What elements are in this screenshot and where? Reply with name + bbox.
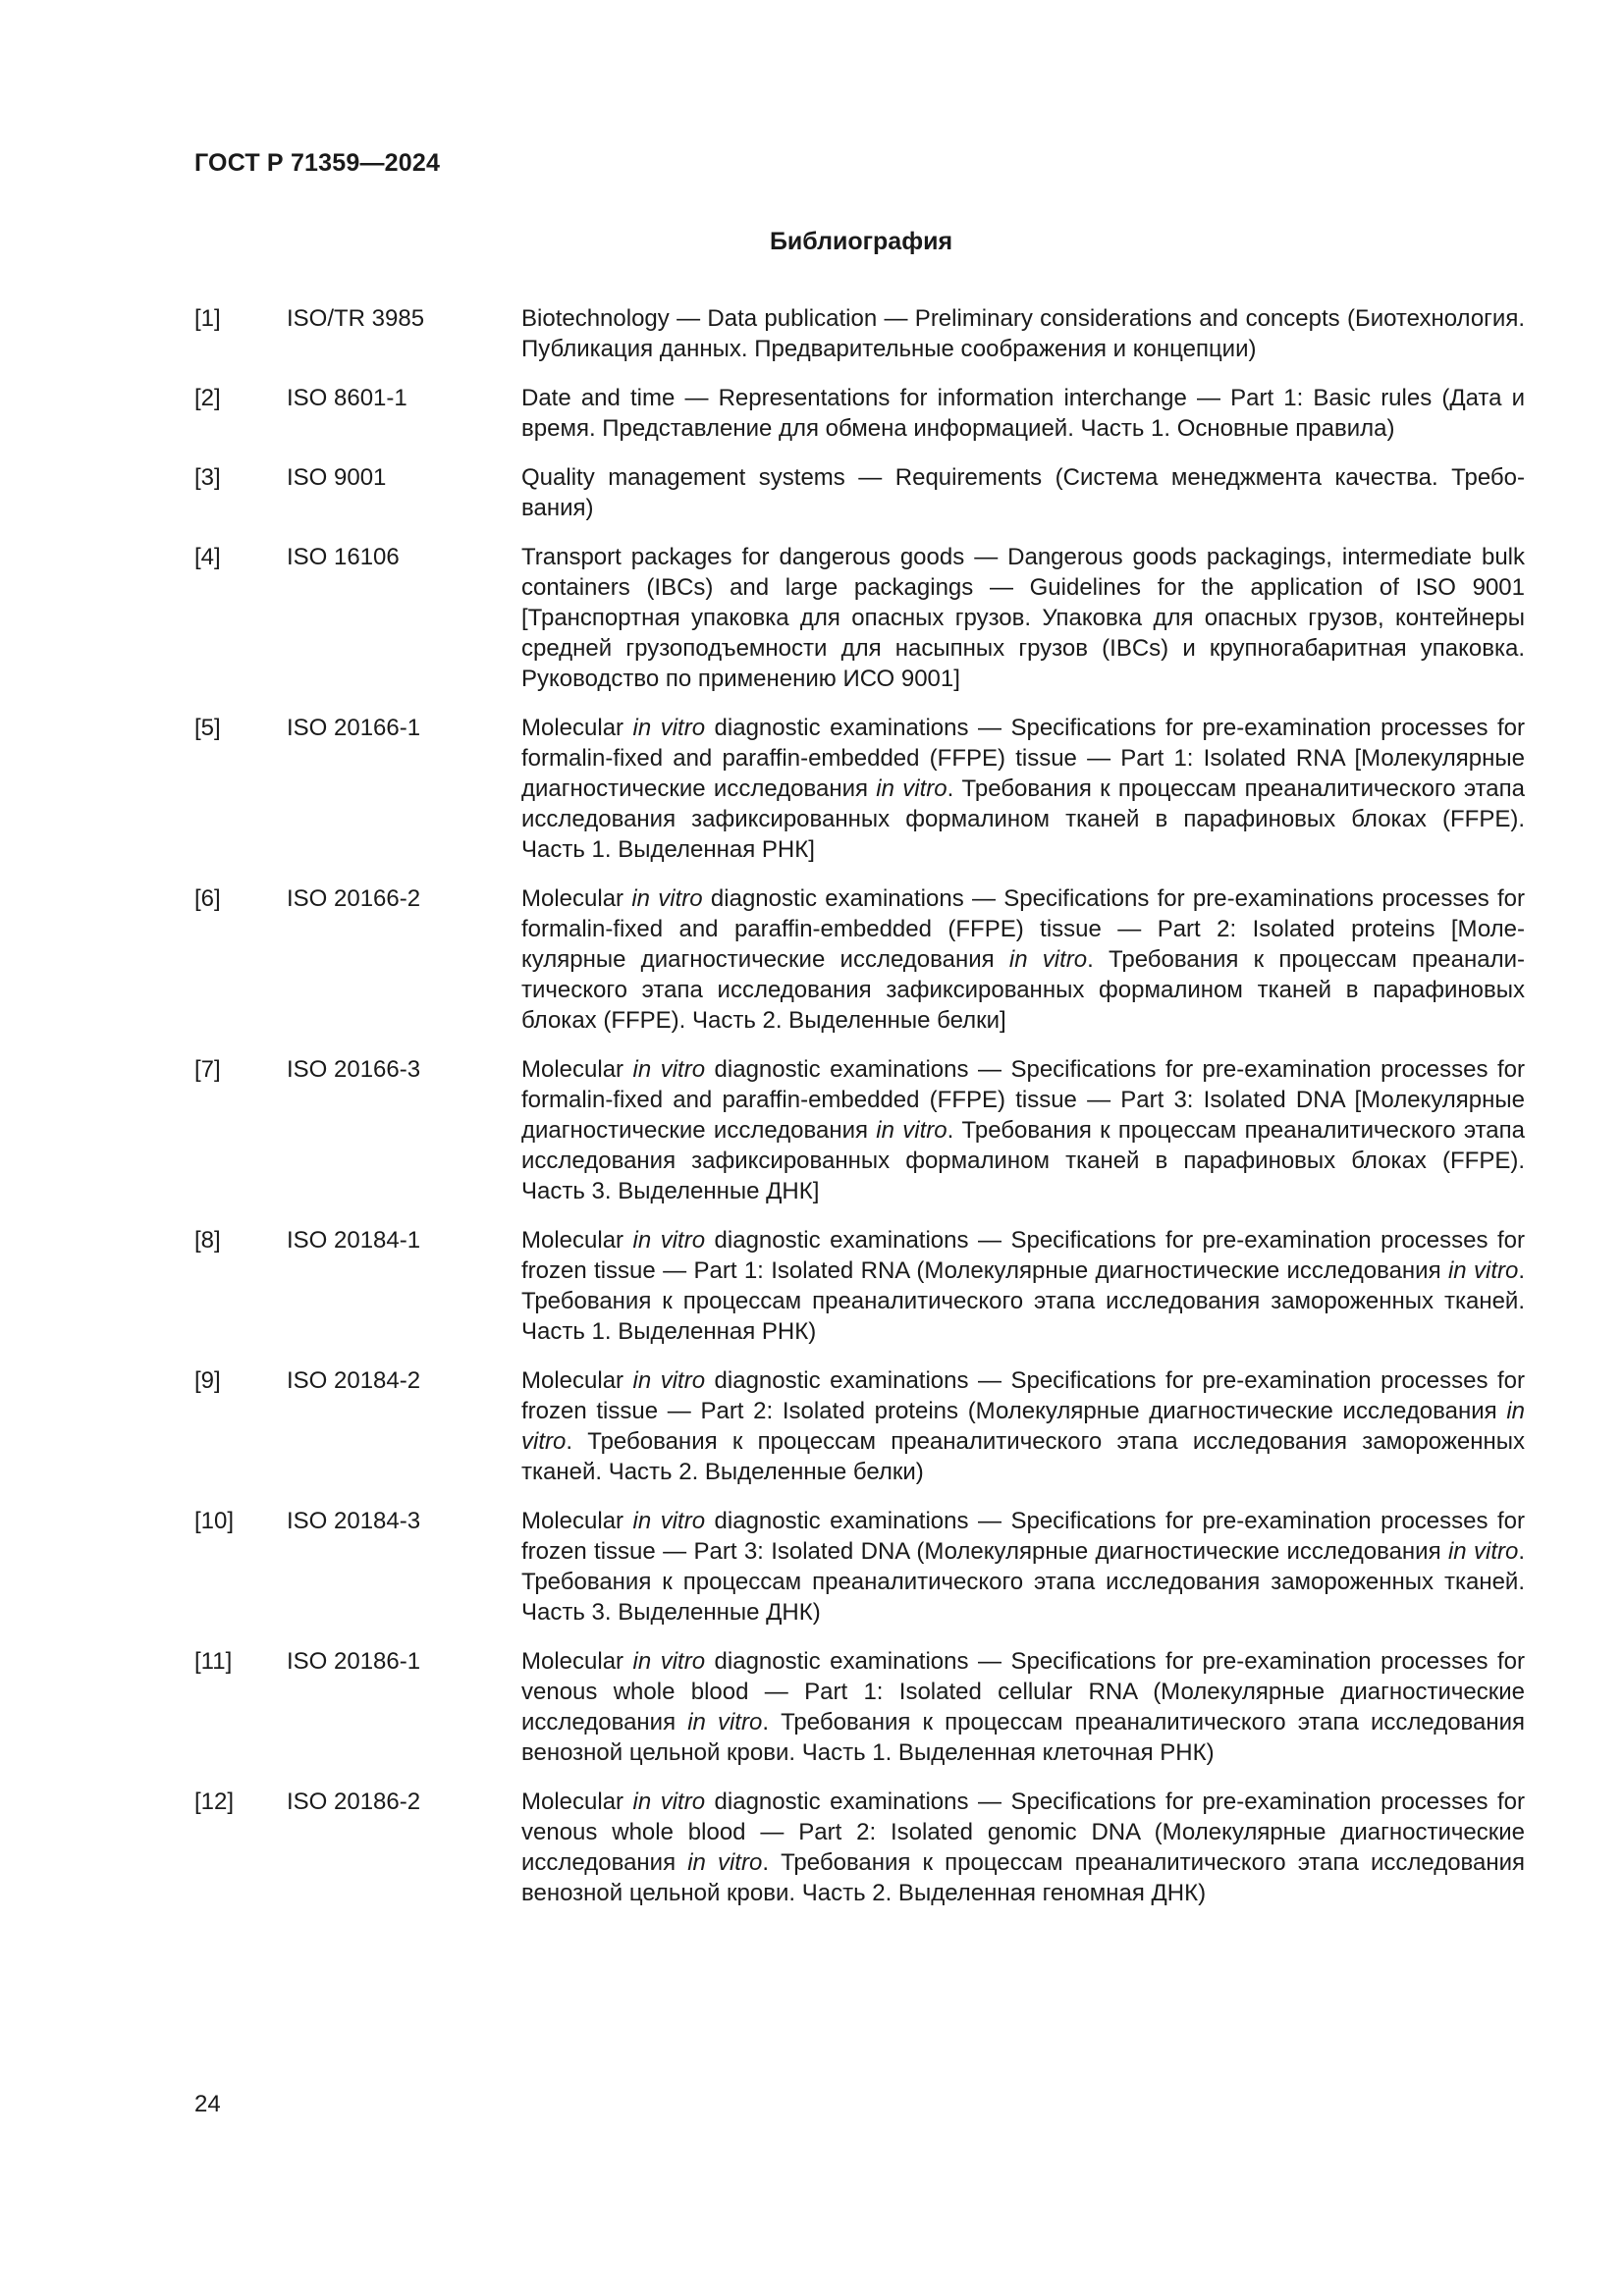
title-segment: diagnostic examinations — Specifications for pre-examination processes for venous whole blood — Part 2: Isolated genomic DNA (Молекулярные диагностические исследования [521, 1789, 1525, 1876]
title-segment: Quality management systems — Requirements (Система менеджмента качества. Требования) [521, 464, 1525, 521]
italic-term: in vitro [521, 1398, 1525, 1455]
entry-standard-code: ISO 16106 [287, 544, 400, 570]
entry-number: [6] [194, 885, 221, 912]
title-segment: . Требования к процессам преаналитического этапа исследования венозной цельной крови. Часть 1. Выделенная клеточная РНК) [521, 1709, 1526, 1766]
bibliography-entry [194, 713, 1525, 865]
entry-number: [10] [194, 1508, 235, 1534]
section-title: Библиография [769, 228, 953, 255]
entry-number: [2] [194, 385, 221, 411]
italic-term: in vitro [632, 715, 706, 741]
italic-term: in vitro [632, 1227, 706, 1254]
bibliography-entry [194, 1365, 1525, 1487]
entry-title [521, 462, 1525, 523]
italic-term: in vitro [632, 1367, 706, 1394]
title-segment: Molecular [521, 885, 632, 912]
italic-term: in vitro [632, 1789, 706, 1815]
title-segment: . Требования к процессам преаналитического этапа исследования замороженных тканей. Часть 2. Выделенные белки) [521, 1428, 1525, 1485]
entry-title [521, 1225, 1525, 1347]
title-segment: diagnostic examinations — Specifications for pre-examination processes for frozen tissue — Part 1: Isolated RNA (Молекулярные диагностические исследования [521, 1227, 1525, 1284]
title-segment: Molecular [521, 1789, 633, 1815]
entry-standard-code: ISO 20166-2 [287, 885, 421, 912]
entry-title [521, 713, 1525, 865]
entry-number: [9] [194, 1367, 221, 1394]
entry-number: [11] [194, 1648, 233, 1675]
italic-term: in vitro [1447, 1538, 1519, 1565]
entry-title [521, 383, 1525, 444]
entry-standard-code: ISO 20184-1 [287, 1227, 421, 1254]
title-segment: Molecular [521, 1648, 633, 1675]
entry-standard-code: ISO 20186-1 [287, 1648, 421, 1675]
entry-title [521, 1365, 1525, 1487]
italic-term: in vitro [1447, 1257, 1519, 1284]
title-segment: diagnostic examinations — Specifications for pre-examination processes for venous whole blood — Part 1: Isolated cellular RNA (Молекулярные диагностические исследования [521, 1648, 1525, 1735]
italic-term: in vitro [876, 1117, 947, 1144]
title-segment: diagnostic examinations — Specifications for pre-examination processes for frozen tissue — Part 2: Isolated proteins (Молекулярные диагностические исследования [521, 1367, 1525, 1424]
italic-term: in vitro [687, 1849, 763, 1876]
title-segment: . Требования к процессам преаналитического этапа исследования зафиксированных формалином тканей в парафиновых блоках (FFPE). Часть 3. Выделенные ДНК] [521, 1117, 1525, 1204]
document-code: ГОСТ Р 71359—2024 [194, 149, 441, 177]
entry-number: [3] [194, 464, 221, 491]
bibliography-list [194, 303, 1525, 1927]
entry-title [521, 1646, 1525, 1768]
title-segment: . Требования к процессам преаналитического этапа исследования замороженных тканей. Часть 1. Выделенная РНК) [521, 1257, 1525, 1345]
entry-number: [5] [194, 715, 221, 741]
title-segment: diagnostic examinations — Specifications for pre-examination processes for frozen tissue — Part 3: Isolated DNA (Молекулярные диагностические исследования [521, 1508, 1525, 1565]
entry-title [521, 1787, 1525, 1908]
title-segment: diagnostic examinations — Specifications for pre-examinations processes for formalin-fixed and paraffin-embedded (FFPE) tissue — Part 2: Isolated proteins [Молекулярные диагностические исследования [521, 885, 1525, 973]
entry-standard-code: ISO 8601-1 [287, 385, 407, 411]
title-segment: . Требования к процессам преаналитического этапа исследования зафиксированных формалином тканей в парафиновых блоках (FFPE). Часть 1. Выделенная РНК] [521, 775, 1525, 863]
bibliography-entry [194, 1225, 1525, 1347]
entry-standard-code: ISO/TR 3985 [287, 305, 425, 332]
bibliography-entry [194, 1787, 1525, 1908]
italic-term: in vitro [1008, 946, 1088, 973]
title-segment: . Требования к процессам преаналитического этапа исследования замороженных тканей. Часть 3. Выделенные ДНК) [521, 1538, 1525, 1626]
entry-standard-code: ISO 20184-3 [287, 1508, 421, 1534]
bibliography-entry [194, 303, 1525, 364]
title-segment: Molecular [521, 1508, 633, 1534]
italic-term: in vitro [687, 1709, 763, 1735]
bibliography-entry [194, 383, 1525, 444]
entry-title [521, 883, 1525, 1036]
bibliography-entry [194, 883, 1525, 1036]
entry-standard-code: ISO 9001 [287, 464, 387, 491]
entry-standard-code: ISO 20184-2 [287, 1367, 421, 1394]
title-segment: . Требования к процессам преаналитического этапа исследования венозной цельной крови. Часть 2. Выделенная геномная ДНК) [521, 1849, 1526, 1906]
italic-term: in vitro [876, 775, 947, 802]
entry-title [521, 1506, 1525, 1628]
italic-term: in vitro [632, 1508, 706, 1534]
italic-term: in vitro [632, 1056, 706, 1083]
title-segment: Biotechnology — Data publication — Preliminary considerations and concepts (Биотехнология. Публикация данных. Предварительные соображения и концепции) [521, 305, 1525, 362]
italic-term: in vitro [631, 885, 703, 912]
title-segment: . Требования к процессам преаналитического этапа исследования зафиксированных формалином тканей в парафиновых блоках (FFPE). Часть 2. Выделенные белки] [521, 946, 1525, 1034]
entry-standard-code: ISO 20166-3 [287, 1056, 421, 1083]
bibliography-entry [194, 462, 1525, 523]
title-segment: Molecular [521, 1056, 633, 1083]
bibliography-entry [194, 542, 1525, 694]
bibliography-entry [194, 1646, 1525, 1768]
entry-number: [4] [194, 544, 221, 570]
entry-title [521, 1054, 1525, 1206]
bibliography-entry [194, 1054, 1525, 1206]
entry-number: [12] [194, 1789, 235, 1815]
title-segment: diagnostic examinations — Specifications for pre-examination processes for formalin-fixed and paraffin-embedded (FFPE) tissue — Part 3: Isolated DNA [Молекулярные диагностические исследования [521, 1056, 1525, 1144]
title-segment: Date and time — Representations for information interchange — Part 1: Basic rules (Дата и время. Представление для обмена информацией. Часть 1. Основные правила) [521, 385, 1525, 442]
title-segment: Molecular [521, 715, 633, 741]
title-segment: diagnostic examinations — Specifications for pre-examination processes for formalin-fixed and paraffin-embedded (FFPE) tissue — Part 1: Isolated RNA [Молекулярные диагностические исследования [521, 715, 1525, 802]
title-segment: Molecular [521, 1367, 633, 1394]
italic-term: in vitro [632, 1648, 706, 1675]
page-number: 24 [194, 2091, 221, 2117]
entry-number: [1] [194, 305, 221, 332]
entry-title [521, 303, 1525, 364]
entry-number: [7] [194, 1056, 221, 1083]
title-segment: Transport packages for dangerous goods — Dangerous goods packagings, intermediate bulk containers (IBCs) and large packagings — Guidelines for the application of ISO 9001 [Транспортная упаковка для опасных грузов. Упаковка для опасных грузов, контейнеры средней грузоподъемности для насыпных грузов (IBCs) и крупногабаритная упаковка. Руководство по применению ИСО 9001] [521, 544, 1525, 692]
entry-standard-code: ISO 20166-1 [287, 715, 421, 741]
entry-title [521, 542, 1525, 694]
entry-standard-code: ISO 20186-2 [287, 1789, 421, 1815]
entry-number: [8] [194, 1227, 221, 1254]
bibliography-entry [194, 1506, 1525, 1628]
title-segment: Molecular [521, 1227, 633, 1254]
